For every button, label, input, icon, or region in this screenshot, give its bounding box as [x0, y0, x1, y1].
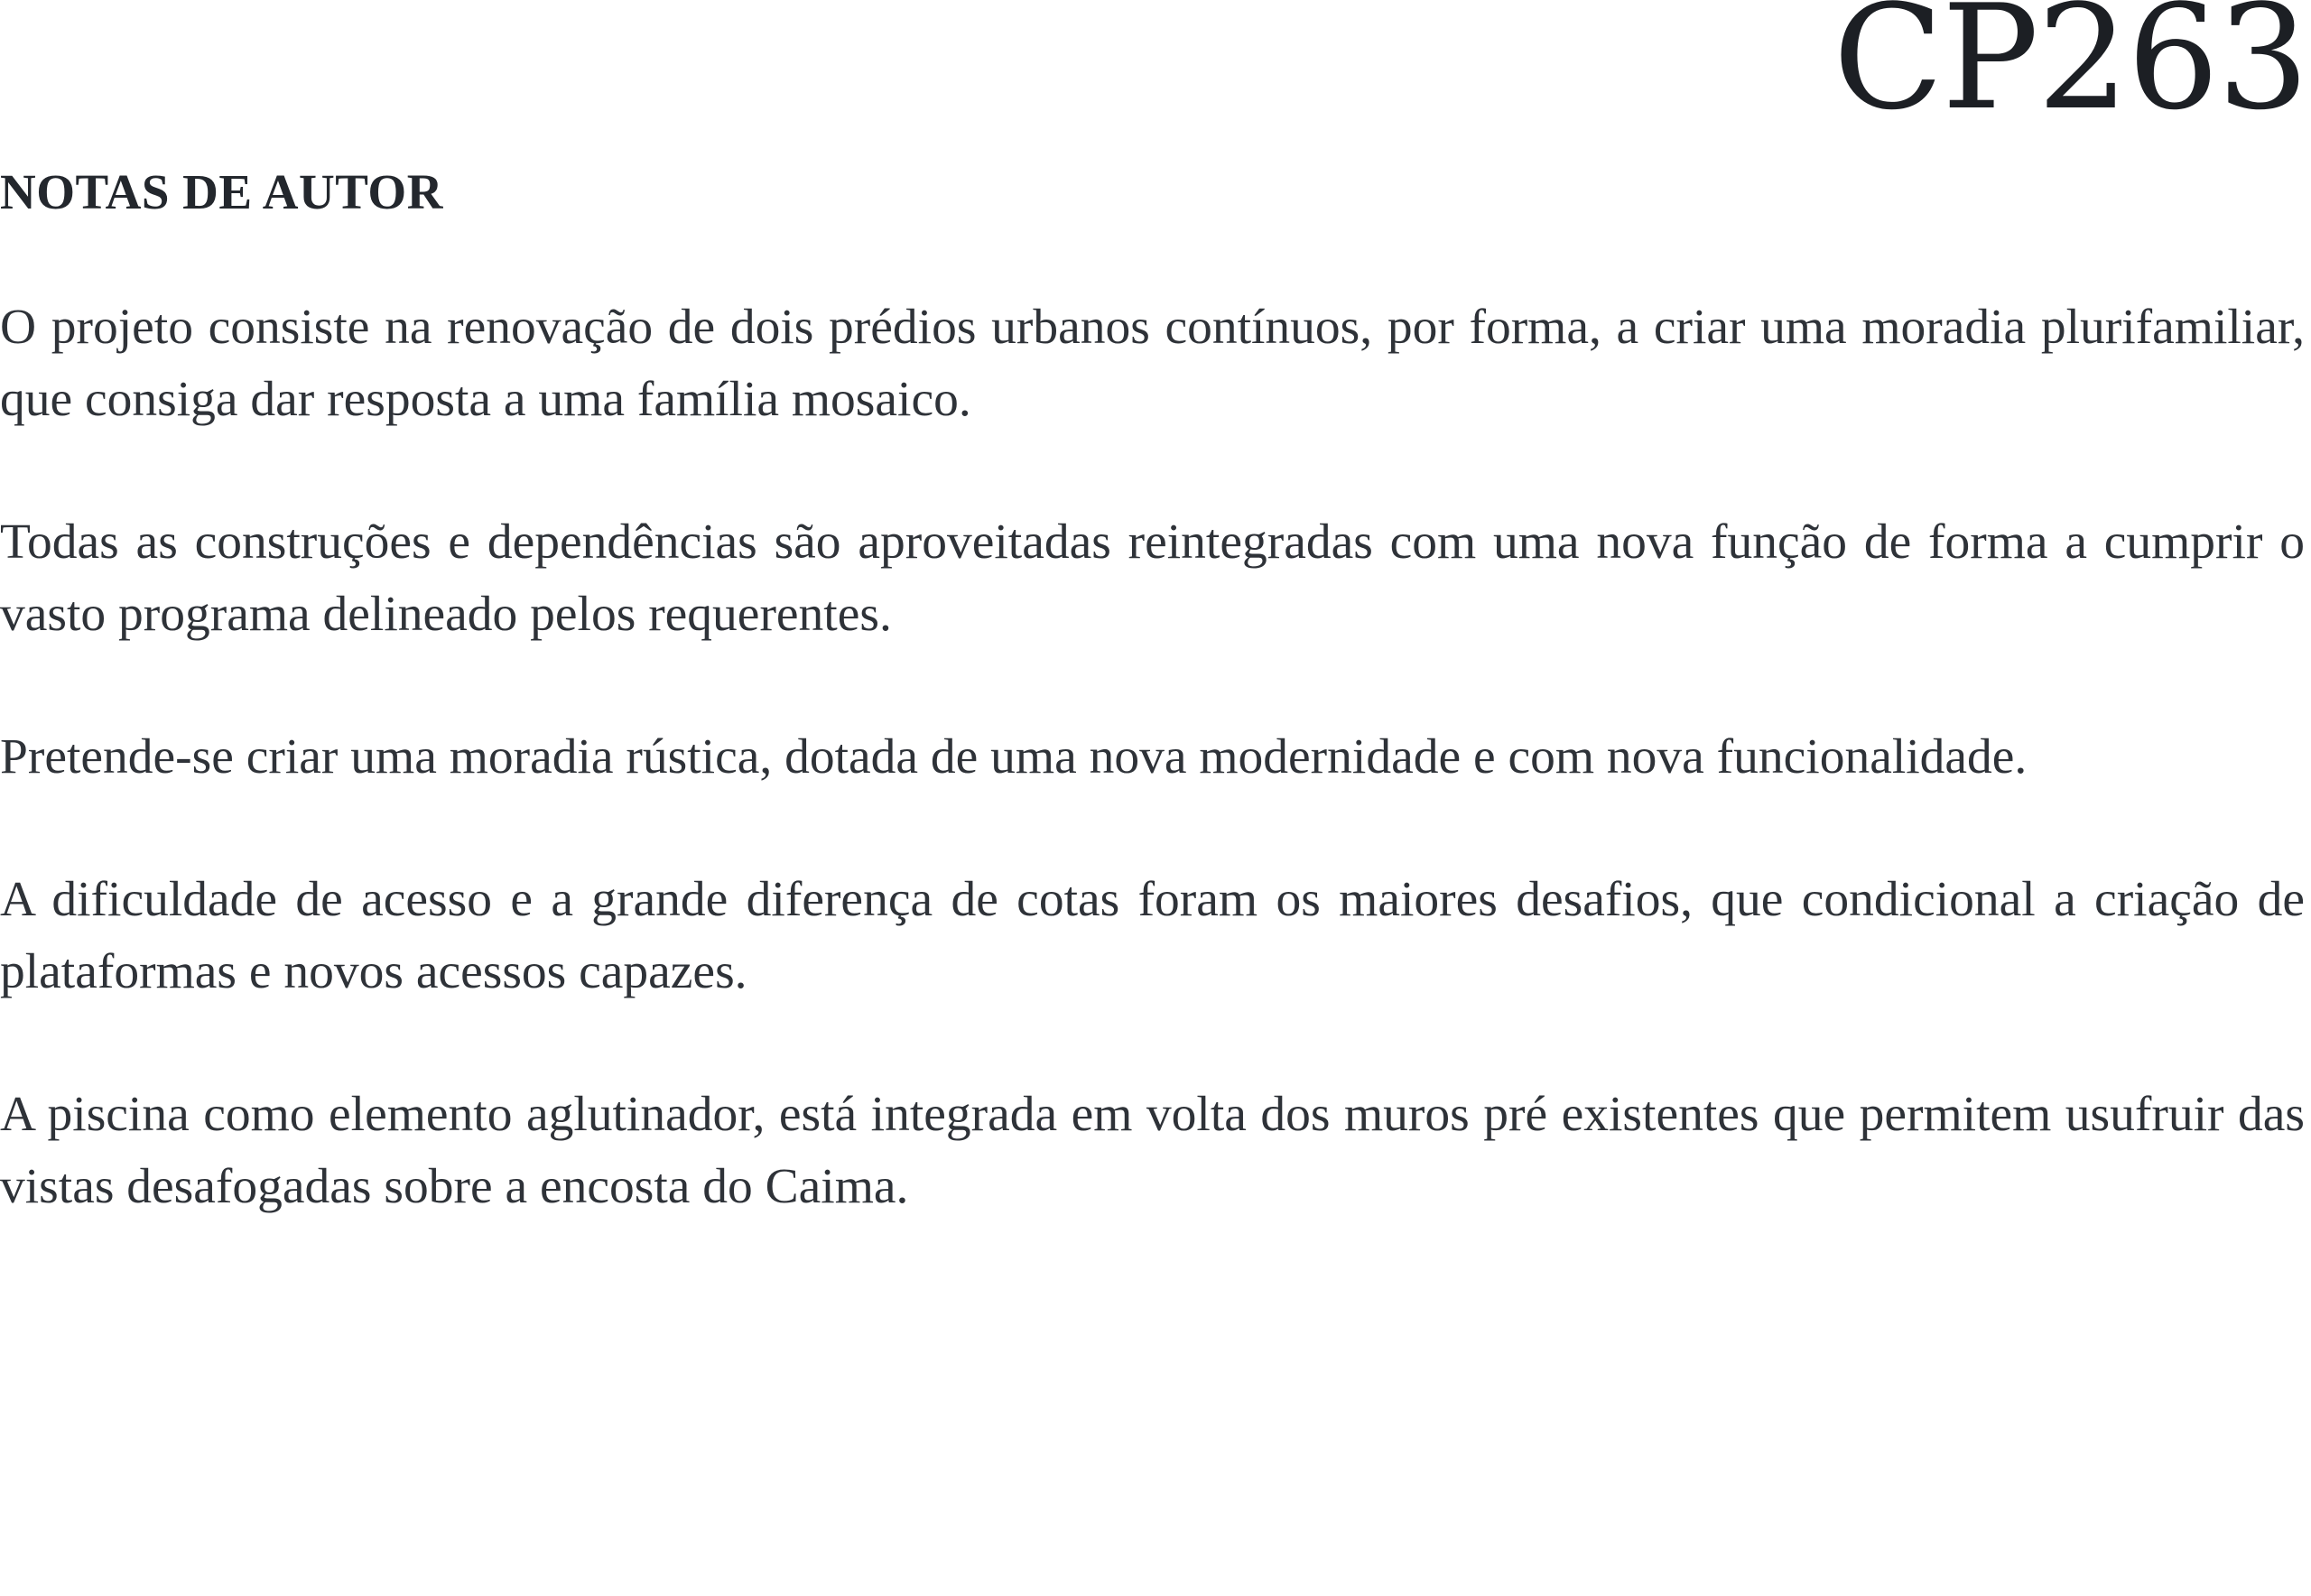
notes-body: [0, 292, 2305, 1294]
paragraph-pool: A piscina como elemento aglutinador, está integrada em volta dos muros pré existentes que permitem usufruir das vistas desafogadas sobre a encosta do Caima.: [0, 1087, 2305, 1214]
paragraph-challenges: A dificuldade de acesso e a grande diferença de cotas foram os maiores desafios, que condicional a criação de plataformas e novos acessos capazes.: [0, 872, 2305, 999]
paragraph-intent: Pretende-se criar uma moradia rústica, dotada de uma nova modernidade e com nova funcionalidade.: [0, 729, 2028, 784]
paragraph-project-scope: O projeto consiste na renovação de dois prédios urbanos contínuos, por forma, a criar uma moradia plurifamiliar, que consiga dar resposta a uma família mosaico.: [0, 300, 2305, 427]
paragraph-constructions: Todas as construções e dependências são aproveitadas reintegradas com uma nova função de forma a cumprir o vasto programa delineado pelos requerentes.: [0, 515, 2305, 642]
project-code: CP263: [1833, 0, 2307, 142]
section-title: NOTAS DE AUTOR: [0, 164, 443, 219]
